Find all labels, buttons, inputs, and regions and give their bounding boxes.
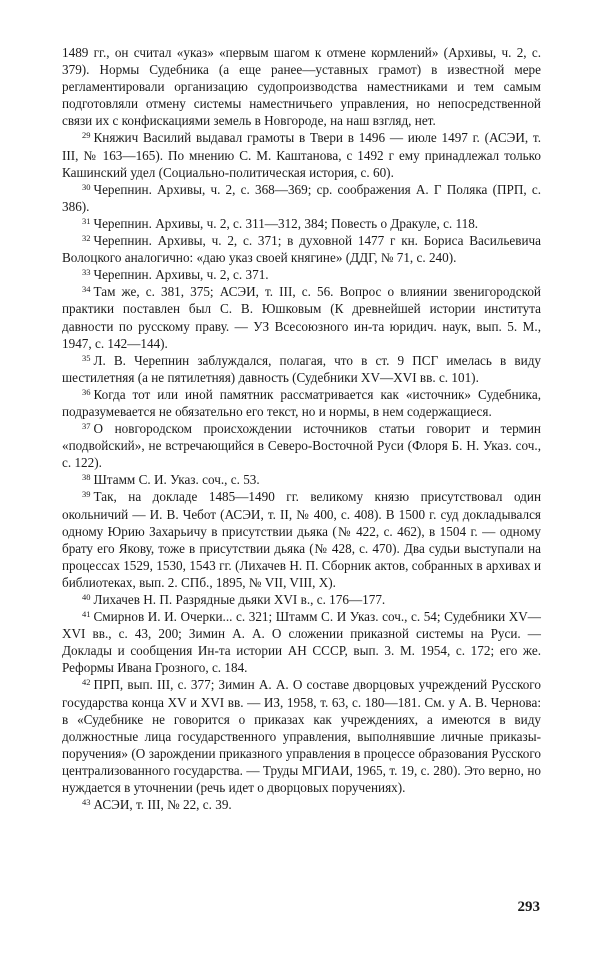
footnote-number: 35: [82, 352, 91, 363]
footnote-number: 34: [82, 284, 91, 295]
footnote-number: 36: [82, 386, 91, 397]
footnote-number: 38: [82, 472, 91, 483]
footnote-text: 1489 гг., он считал «указ» «первым шагом к отмене кормлений» (Архивы, ч. 2, с. 379). Нормы Судебника (а еще ранее—уставных грамот) в известной мере регламентировали организацию судопроизводства наместниками и тем самым подготовляли отмену системы наместничьего управления, но непосредственной связи их с конфискациями земель в Новгороде, на наш взгляд, нет.: [62, 45, 541, 129]
footnote-33: [62, 266, 541, 283]
footnote-38: [62, 471, 541, 488]
footnote-41: [62, 608, 541, 676]
footnote-text: Л. В. Черепнин заблуждался, полагая, что в ст. 9 ПСГ имелась в виду шестилетняя (а не пятилетняя) давность (Судебники XV—XVI вв. с. 101).: [62, 352, 541, 385]
footnote-number: 41: [82, 609, 91, 620]
footnote-34: [62, 283, 541, 351]
footnote-30: [62, 181, 541, 215]
footnote-text: Черепнин. Архивы, ч. 2, с. 311—312, 384; Повесть о Дракуле, с. 118.: [93, 215, 479, 231]
footnote-text: Там же, с. 381, 375; АСЭИ, т. III, с. 56. Вопрос о влиянии звенигородской практики поставлен был С. В. Юшковым (К древнейшей истории института давности по русскому праву. — УЗ Всесоюзного ин-та юридич. наук, вып. 5. М., 1947, с. 142—144).: [62, 284, 541, 351]
footnote-40: [62, 591, 541, 608]
footnote-text: Черепнин. Архивы, ч. 2, с. 371.: [93, 267, 269, 283]
footnote-31: [62, 215, 541, 232]
footnote-35: [62, 352, 541, 386]
footnote-number: 37: [82, 421, 91, 432]
footnote-text: ПРП, вып. III, с. 377; Зимин А. А. О составе дворцовых учреждений Русского государства конца XV и XVI вв. — ИЗ, 1958, т. 63, с. 180—181. См. у А. В. Чернова: в «Судебнике не говорится о приказах как учреждениях, а имеются в виду должностные лица государственного управления, выполнявшие личные приказы-поручения» (О зарождении приказного управления в процессе образования Русского централизованного государства. — Труды МГИАИ, 1965, т. 19, с. 280). Это верно, но нуждается в уточнении (речь идет о дворцовых поручениях).: [62, 677, 541, 796]
footnote-continuation: [62, 44, 541, 129]
footnote-29: [62, 129, 541, 180]
footnote-text: Когда тот или иной памятник рассматривается как «источник» Судебника, подразумевается не обязательно его текст, но и нормы, в нем содержащиеся.: [62, 386, 541, 419]
footnote-text: Лихачев Н. П. Разрядные дьяки XVI в., с. 176—177.: [93, 592, 386, 607]
footnote-number: 29: [82, 130, 91, 141]
footnote-text: Черепнин. Архивы, ч. 2, с. 371; в духовной 1477 г кн. Бориса Васильевича Волоцкого аналогично: «даю указ своей княгине» (ДДГ, № 71, с. 240).: [62, 233, 541, 266]
footnote-text: Штамм С. И. Указ. соч., с. 53.: [93, 472, 260, 488]
footnote-43: [62, 796, 541, 813]
footnote-text: Так, на докладе 1485—1490 гг. великому князю присутствовал один окольничий — И. В. Чебот (АСЭИ, т. II, № 400, с. 408). В 1500 г. суд докладывался одному Юрию Захарьичу в присутствии дьяка (№ 422, с. 462), в 1504 г. — одному брату его Якову, тоже в присутствии дьяка (№ 428, с. 470). Два судьи выступали на процессах 1529, 1530, 1543 гг. (Лихачев Н. П. Сборник актов, собранных в архивах и библиотеках, вып. 2. СПб., 1895, № VII, VIII, X).: [62, 489, 541, 590]
footnote-36: [62, 386, 541, 420]
footnote-text: Княжич Василий выдавал грамоты в Твери в 1496 — июле 1497 г. (АСЭИ, т. III, № 163—165). По мнению С. М. Каштанова, с 1492 г ему принадлежал только Кашинский удел (Социально-политическая история, с. 60).: [62, 130, 541, 180]
footnote-number: 40: [82, 592, 91, 602]
footnote-number: 30: [82, 181, 91, 192]
footnote-32: [62, 232, 541, 266]
footnote-number: 39: [82, 489, 91, 500]
footnote-37: [62, 420, 541, 471]
footnote-number: 31: [82, 215, 91, 226]
footnote-number: 42: [82, 677, 91, 688]
footnote-39: [62, 488, 541, 591]
footnote-text: О новгородском происхождении источников статьи говорит и термин «подвойский», не встречающийся в Северо-Восточной Руси (Флоря Б. Н. Указ. соч., с. 122).: [62, 421, 541, 471]
footnote-text: Смирнов И. И. Очерки... с. 321; Штамм С. И Указ. соч., с. 54; Судебники XV—XVI вв., с. 43, 200; Зимин А. А. О сложении приказной системы на Руси. — Доклады и сообщения Ин-та истории АН СССР, вып. 3. М. 1954, с. 172; его же. Реформы Ивана Грозного, с. 184.: [62, 609, 541, 676]
footnote-text: Черепнин. Архивы, ч. 2, с. 368—369; ср. соображения А. Г Поляка (ПРП, с. 386).: [62, 181, 541, 214]
page-number: 293: [517, 899, 540, 915]
footnote-number: 32: [82, 233, 91, 244]
footnotes-block: [62, 44, 541, 813]
footnote-number: 33: [82, 267, 91, 278]
footnote-number: 43: [82, 797, 91, 808]
footnote-42: [62, 676, 541, 796]
footnote-text: АСЭИ, т. III, № 22, с. 39.: [93, 797, 232, 813]
